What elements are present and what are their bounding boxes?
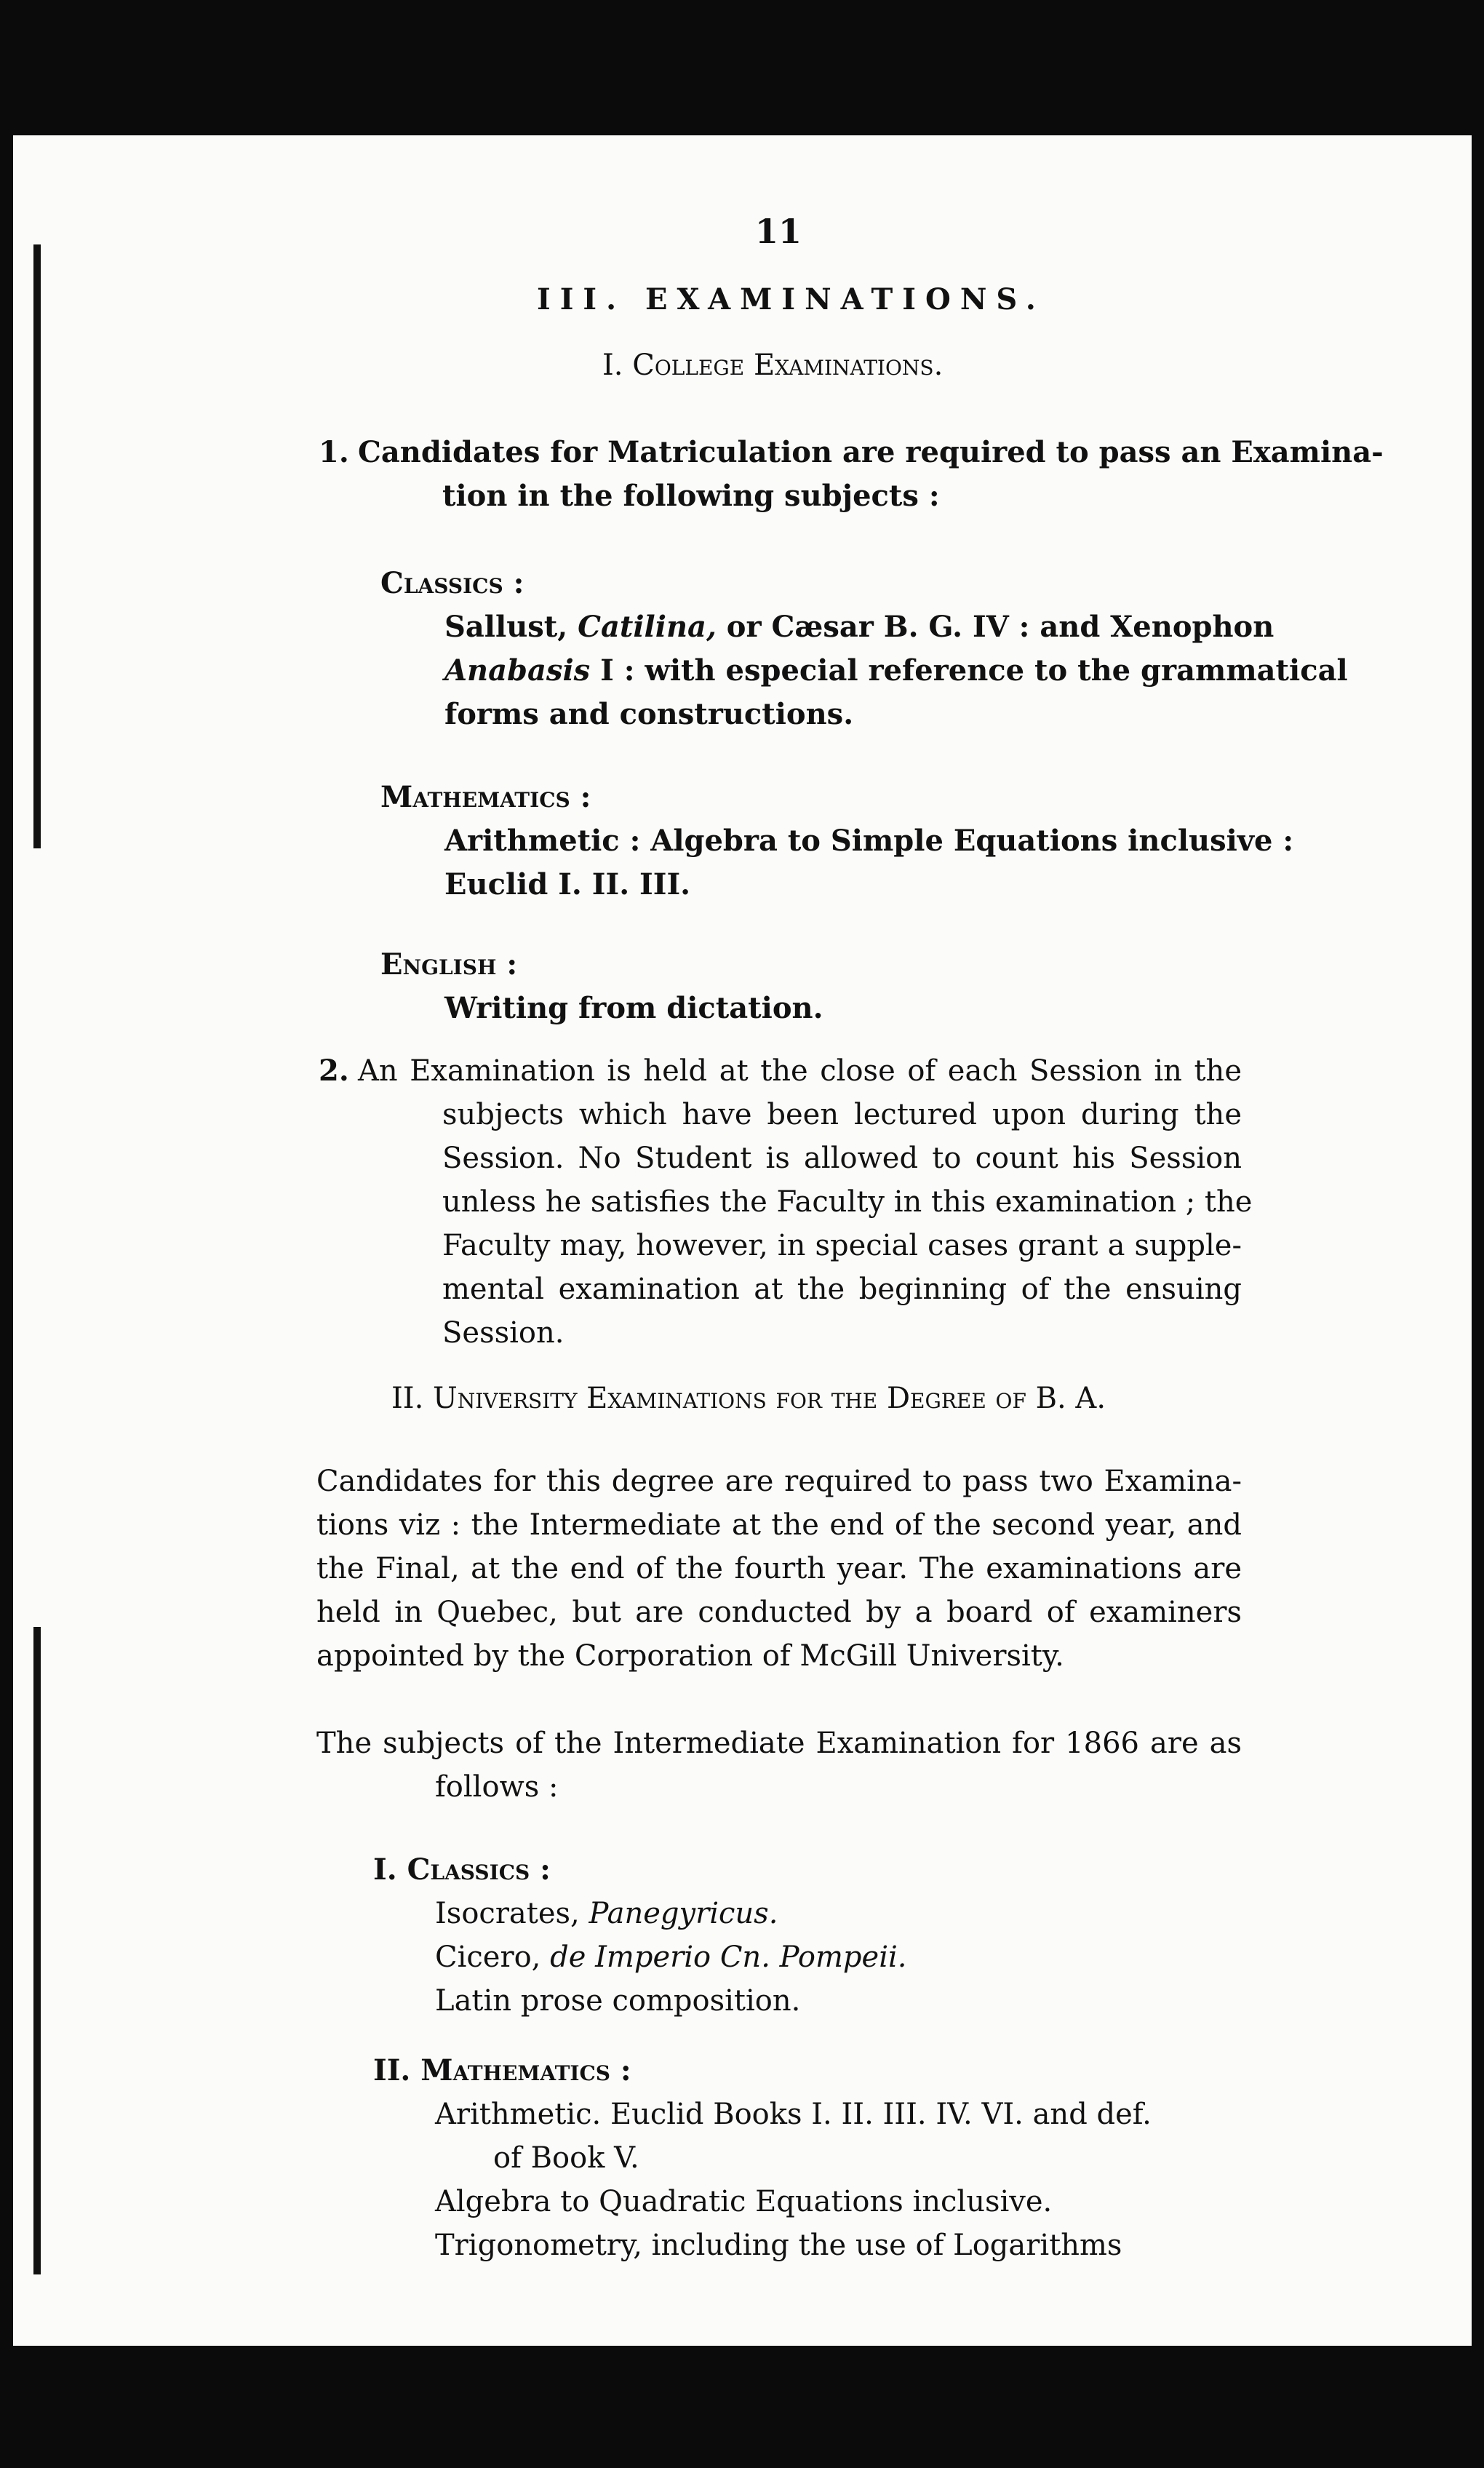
paragraph-line: The subjects of the Intermediate Examination for 1866 are as [316, 1727, 1242, 1760]
binding-mark [33, 244, 41, 848]
subject-line: Trigonometry, including the use of Logarithms [435, 2229, 1122, 2262]
subject-heading-classics: Classics : [380, 566, 524, 600]
paragraph-line: tion in the following subjects : [442, 479, 940, 513]
subject-line: Sallust, Catilina, or Cæsar B. G. IV : and Xenophon [444, 610, 1274, 644]
paragraph-line: follows : [435, 1770, 559, 1804]
paragraph-line: subjects which have been lectured upon during the [442, 1098, 1242, 1131]
item-number: 1. [319, 435, 349, 469]
subject-heading-english: English : [380, 947, 518, 982]
subject-line: Arithmetic. Euclid Books I. II. III. IV. VI. and def. [435, 2098, 1152, 2131]
subject-heading-mathematics: Mathematics : [380, 780, 591, 814]
paragraph-line: held in Quebec, but are conducted by a board of examiners [316, 1596, 1242, 1629]
paragraph-line: appointed by the Corporation of McGill University. [316, 1639, 1064, 1673]
subject-line: forms and constructions. [444, 697, 854, 731]
item-number: 2. [319, 1054, 349, 1088]
paragraph-line: Faculty may, however, in special cases grant a supple- [442, 1229, 1242, 1262]
subject-line: Euclid I. II. III. [444, 867, 691, 901]
subject-line: of Book V. [493, 2141, 639, 2175]
college-examinations-heading: I. College Examinations. [602, 349, 944, 382]
subject-line: Writing from dictation. [444, 991, 823, 1025]
subject-line: Anabasis I : with especial reference to the grammatical [444, 653, 1348, 688]
subject-heading-classics: I. Classics : [373, 1852, 551, 1887]
paragraph-line: the Final, at the end of the fourth year. The examinations are [316, 1552, 1242, 1585]
page-number: 11 [755, 212, 802, 251]
university-examinations-heading: II. University Examinations for the Degree of B. A. [391, 1382, 1106, 1415]
subject-heading-mathematics: II. Mathematics : [373, 2053, 631, 2087]
paragraph-line: An Examination is held at the close of each Session in the [358, 1054, 1242, 1088]
subject-line: Algebra to Quadratic Equations inclusive. [435, 2185, 1053, 2218]
subject-line: Isocrates, Panegyricus. [435, 1897, 778, 1930]
subject-line: Arithmetic : Algebra to Simple Equations inclusive : [444, 824, 1294, 858]
paragraph-line: unless he satisfies the Faculty in this examination ; the [442, 1185, 1253, 1219]
subject-line: Latin prose composition. [435, 1984, 801, 2018]
paragraph-line: Candidates for this degree are required to pass two Examina- [316, 1465, 1242, 1498]
paragraph-line: Session. No Student is allowed to count his Session [442, 1142, 1242, 1175]
book-page [13, 135, 1472, 2346]
subject-line: Cicero, de Imperio Cn. Pompeii. [435, 1940, 907, 1974]
paragraph-line: Candidates for Matriculation are required to pass an Examina- [358, 435, 1384, 469]
paragraph-line: Session. [442, 1316, 565, 1350]
binding-mark [33, 1627, 41, 2274]
section-title: III. EXAMINATIONS. [537, 282, 1045, 317]
paragraph-line: mental examination at the beginning of the ensuing [442, 1273, 1242, 1306]
paragraph-line: tions viz : the Intermediate at the end of the second year, and [316, 1508, 1242, 1542]
